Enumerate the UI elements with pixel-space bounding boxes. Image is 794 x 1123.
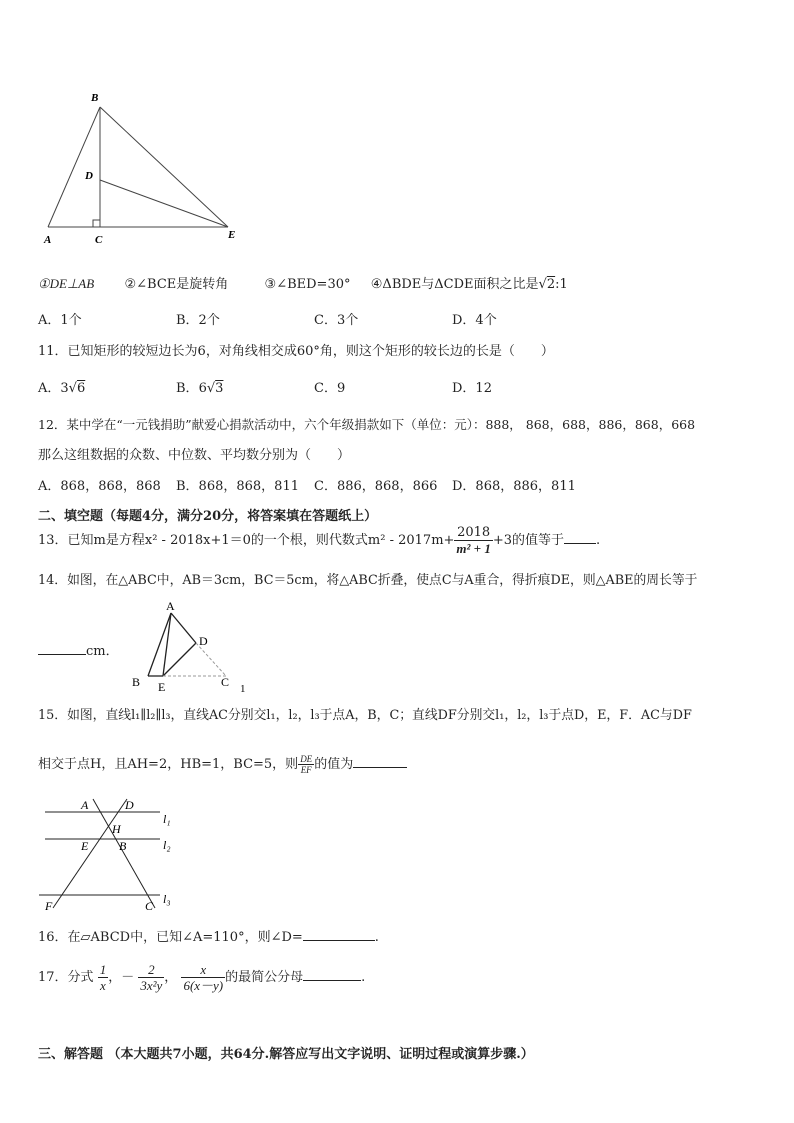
q13-fraction: $\frac{2018}{\text{m² + 1}}$	[456, 525, 491, 556]
line-ac	[93, 799, 155, 908]
q15-question-line1: 15．如图，直线l₁∥l₂∥l₃，直线AC分别交l₁，l₂，l₃于点A，B，C；直线DF分别交l₁，l₂，l₃于点D，E，F．AC与DF	[38, 708, 692, 723]
label-e: E	[81, 839, 89, 853]
q13-question: 13．已知m是方程x² - 2018x+1＝0的一个根，则代数式m² - 2017m+ $\frac{2018}{\text{m² + 1}}$ +3的值等于 .	[38, 525, 601, 556]
q11-option-a-label: A．	[38, 381, 61, 396]
q15-question-line2	[38, 754, 407, 775]
label-a: A	[44, 234, 52, 246]
q13-text-pre: 13．已知m是方程x² - 2018x+1＝0的一个根，则代数式m² - 2017m+	[38, 533, 455, 548]
label-c: C	[95, 234, 103, 246]
q12-option-a: A．868，868，868	[38, 479, 161, 494]
q16-question: 16．在▱ABCD中，已知∠A=110°，则∠D= .	[38, 930, 379, 945]
label-b: B	[119, 839, 127, 853]
figure-fold-triangle	[118, 598, 253, 698]
section-3-heading	[38, 1043, 534, 1062]
q11-option-b-label: B．	[176, 381, 199, 396]
q10-option-b: B．2个	[176, 313, 220, 328]
q13-answer-blank[interactable]	[564, 531, 596, 544]
label-d: D	[125, 798, 134, 812]
q14-answer-line	[38, 642, 119, 660]
q10-option-c: C．3个	[314, 313, 359, 328]
q12-option-c: C．886，868，866	[314, 479, 438, 494]
segment-de	[100, 180, 228, 227]
label-l3: l₃	[163, 892, 171, 906]
label-b: B	[132, 675, 141, 689]
label-mark: 1	[240, 683, 246, 695]
q14-question: 14．如图，在△ABC中，AB＝3cm，BC＝5cm，将△ABC折叠，使点C与A重合，得折痕DE，则△ABE的周长等于	[38, 573, 698, 588]
q12-question-line1: 12．某中学在“一元钱捐助”献爱心捐款活动中，六个年级捐款如下（单位：元）：888， 868，688，886，868，668	[38, 417, 696, 432]
q11-question: 11．已知矩形的较短边长为6，对角线相交成60°角，则这个矩形的较长边的长是（ ）	[38, 344, 554, 359]
q14-answer-blank[interactable]	[38, 642, 86, 655]
label-e: E	[228, 229, 236, 241]
label-l2: l₂	[163, 838, 171, 852]
label-d: D	[85, 170, 93, 182]
q17-text-pre: 17．分式	[38, 970, 94, 985]
label-c: C	[145, 899, 154, 913]
section-3-title: 三、解答题	[38, 1047, 104, 1062]
q17-question: 17．分式 $\frac{1}{x}$ ，－ $\frac{2}{\text{3x²y}}$ ， $\frac{x}{6(x-y)}$ 的最简公分母 .	[38, 962, 366, 993]
q10-option-d: D．4个	[452, 313, 497, 328]
q17-answer-blank[interactable]	[303, 968, 361, 981]
q15-text-pre: 相交于点H，且AH=2，HB=1，BC=5，则	[38, 757, 299, 772]
q10-stmt-4: ④ΔBDE与ΔCDE面积之比是	[370, 277, 539, 292]
q10-option-a: A．1个	[38, 313, 82, 328]
label-f: F	[45, 899, 53, 913]
q16-text: 16．在▱ABCD中，已知∠A=110°，则∠D=	[38, 930, 303, 945]
label-l1: l₁	[163, 812, 171, 826]
figure-parallel-lines	[35, 793, 195, 913]
label-c: C	[221, 675, 230, 689]
q11-option-b-root: 3	[215, 381, 224, 396]
section-2-heading: 二、填空题（每题4分，满分20分，将答案填在答题纸上）	[38, 509, 378, 524]
section-3-instructions: （本大题共7小题，共64分.解答应写出文字说明、证明过程或演算步骤.）	[107, 1047, 534, 1062]
q12-option-d: D．868，886，811	[452, 479, 576, 494]
segment-de	[163, 643, 196, 676]
segment-ad	[171, 613, 196, 643]
q10-statements	[38, 276, 568, 293]
q11-option-d: D．12	[452, 381, 492, 396]
q17-fraction-1: $\frac{1}{x}$	[99, 962, 107, 993]
q17-sep-2: ，	[164, 970, 178, 985]
q16-answer-blank[interactable]	[303, 928, 375, 941]
q11-option-a-root: 6	[76, 381, 86, 396]
q15-answer-blank[interactable]	[353, 755, 407, 768]
q11-option-c: C．9	[314, 381, 346, 396]
right-angle-mark	[93, 220, 100, 227]
q17-sep-1: ，－	[108, 970, 135, 985]
label-e: E	[158, 680, 166, 694]
label-a: A	[81, 798, 89, 812]
q11-option-a-coef: 3	[60, 381, 69, 396]
segment-ab	[48, 107, 100, 227]
q14-unit: cm．	[86, 644, 119, 659]
q10-stmt-4-ratio: :1	[555, 277, 568, 292]
q11-option-b-coef: 6	[198, 381, 207, 396]
label-b: B	[91, 92, 99, 104]
label-d: D	[199, 634, 208, 648]
q17-fraction-3: $\frac{x}{6(x-y)}$	[183, 962, 224, 993]
q17-fraction-2: $\frac{2}{\text{3x²y}}$	[140, 962, 163, 993]
q10-stmt-3: ③∠BED=30°	[264, 277, 351, 292]
q10-stmt-4-sqrt: √2	[538, 277, 556, 292]
q11-option-b: B．6√3	[176, 381, 224, 396]
segment-be	[100, 107, 228, 227]
q15-text-post: 的值为	[314, 757, 354, 772]
q12-option-b: B．868，868，811	[176, 479, 299, 494]
q10-stmt-1: ①DE⊥AB	[38, 276, 95, 291]
q15-fraction: $\frac{DE}{EF}$	[300, 754, 313, 775]
figure-rotation-triangle	[40, 85, 250, 250]
q17-text-post: 的最简公分母	[225, 970, 304, 985]
label-a: A	[166, 599, 175, 613]
q12-question-line2: 那么这组数据的众数、中位数、平均数分别为（ ）	[38, 448, 351, 463]
q10-stmt-2: ②∠BCE是旋转角	[124, 277, 229, 292]
q13-text-post: +3的值等于	[492, 533, 565, 548]
line-df	[53, 799, 127, 908]
label-h: H	[112, 822, 121, 836]
q11-option-a: A．3√6	[38, 381, 86, 396]
